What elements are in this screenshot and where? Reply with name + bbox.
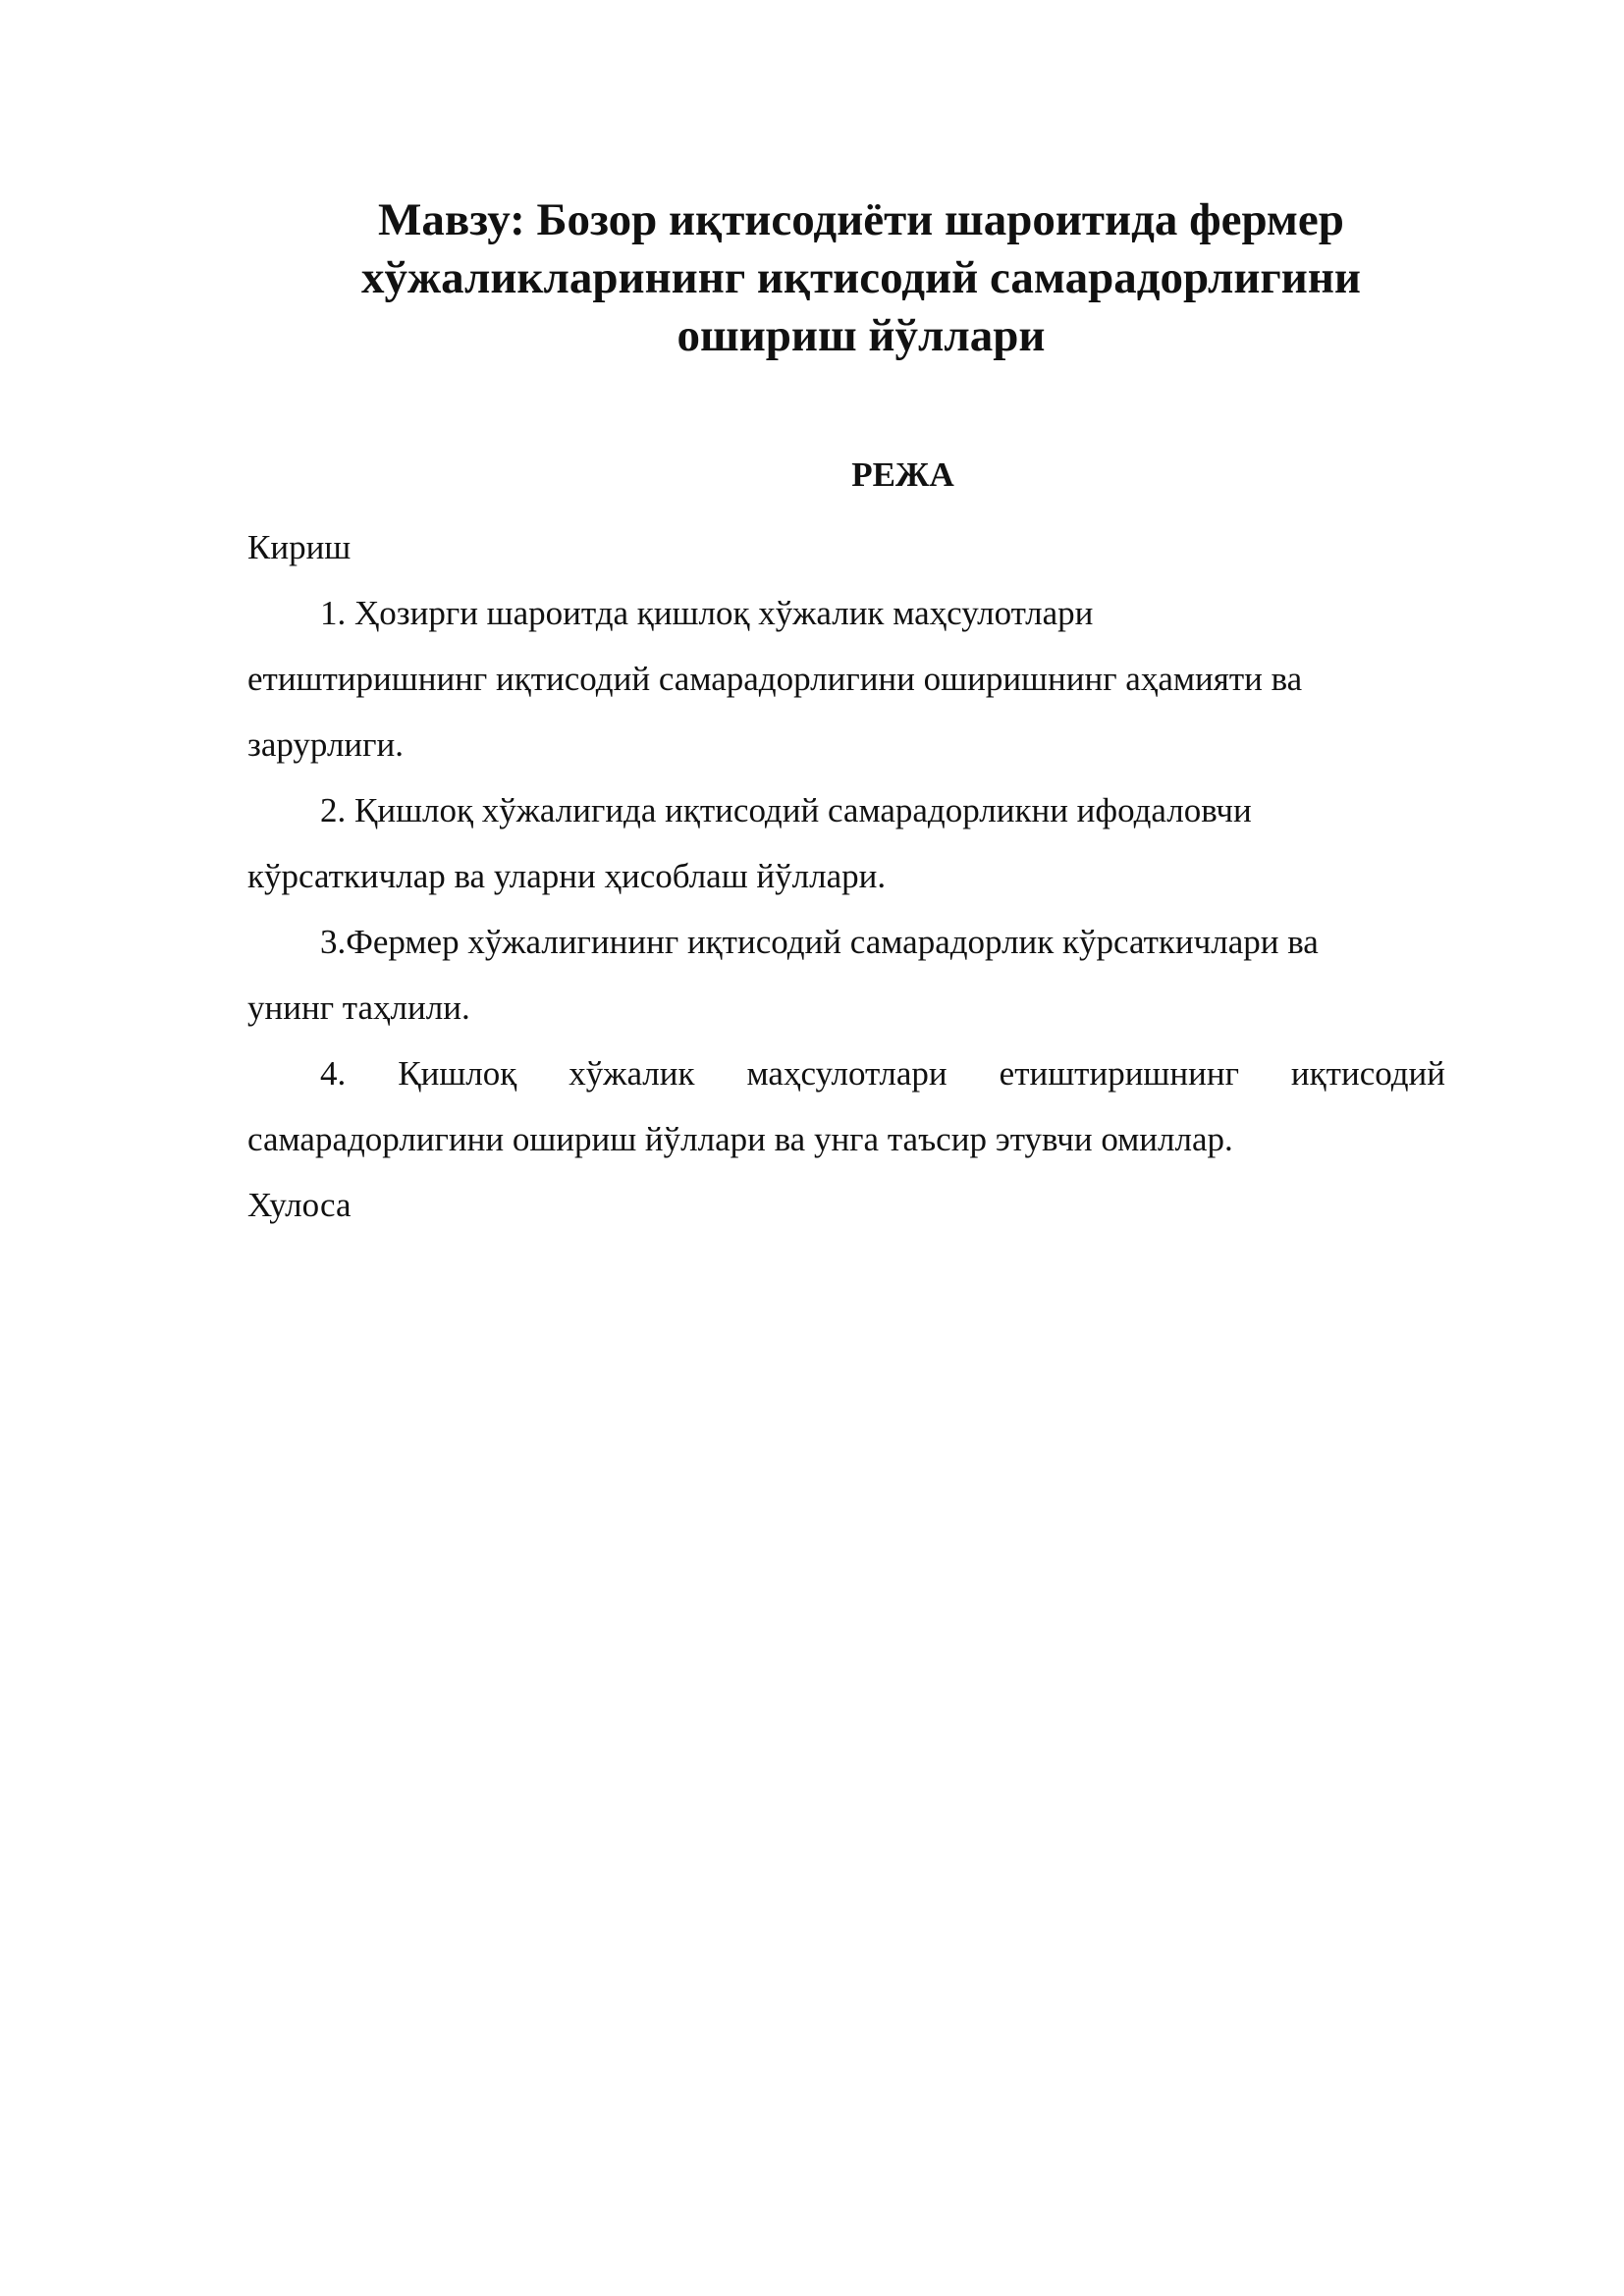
plan-item-4-line-2: самарадорлигини ошириш йўллари ва унга таъсир этувчи омиллар. <box>247 1120 1233 1158</box>
plan-item-3-line-1: 3.Фермер хўжалигининг иқтисодий самарадорлик кўрсаткичлари ва <box>320 923 1319 961</box>
plan-item-3-line-2: унинг таҳлили. <box>247 988 470 1027</box>
plan-item-2 <box>247 777 1445 909</box>
plan-item-2-line-2: кўрсаткичлар ва уларни ҳисоблаш йўллари. <box>247 857 887 895</box>
plan-item-4 <box>247 1041 1445 1172</box>
plan-item-1-line-3: зарурлиги. <box>247 725 404 764</box>
plan-heading: РЕЖА <box>851 455 954 494</box>
plan-item-1-line-2: етиштиришнинг иқтисодий самарадорлигини оширишнинг аҳамияти ва <box>247 660 1303 698</box>
plan-item-2-line-1: 2. Қишлоқ хўжалигида иқтисодий самарадорликни ифодаловчи <box>320 791 1252 829</box>
document-page <box>247 191 1445 1238</box>
plan-item-4-line-1: 4. Қишлоқ хўжалик маҳсулотлари етиштиришнинг иқтисодий <box>320 1054 1445 1093</box>
title-line-2: хўжаликларининг иқтисодий самарадорлигини <box>360 252 1361 303</box>
plan-item-1 <box>247 580 1445 777</box>
plan-list <box>247 514 1445 1238</box>
document-title <box>247 191 1445 365</box>
plan-conclusion: Хулоса <box>247 1186 352 1224</box>
plan-item-1-line-1: 1. Ҳозирги шароитда қишлоқ хўжалик маҳсулотлари <box>320 594 1094 632</box>
title-line-1: Мавзу: Бозор иқтисодиёти шароитида фермер <box>378 194 1344 245</box>
plan-intro: Кириш <box>247 528 352 566</box>
title-line-3: ошириш йўллари <box>677 310 1046 361</box>
plan-item-3 <box>247 909 1445 1041</box>
